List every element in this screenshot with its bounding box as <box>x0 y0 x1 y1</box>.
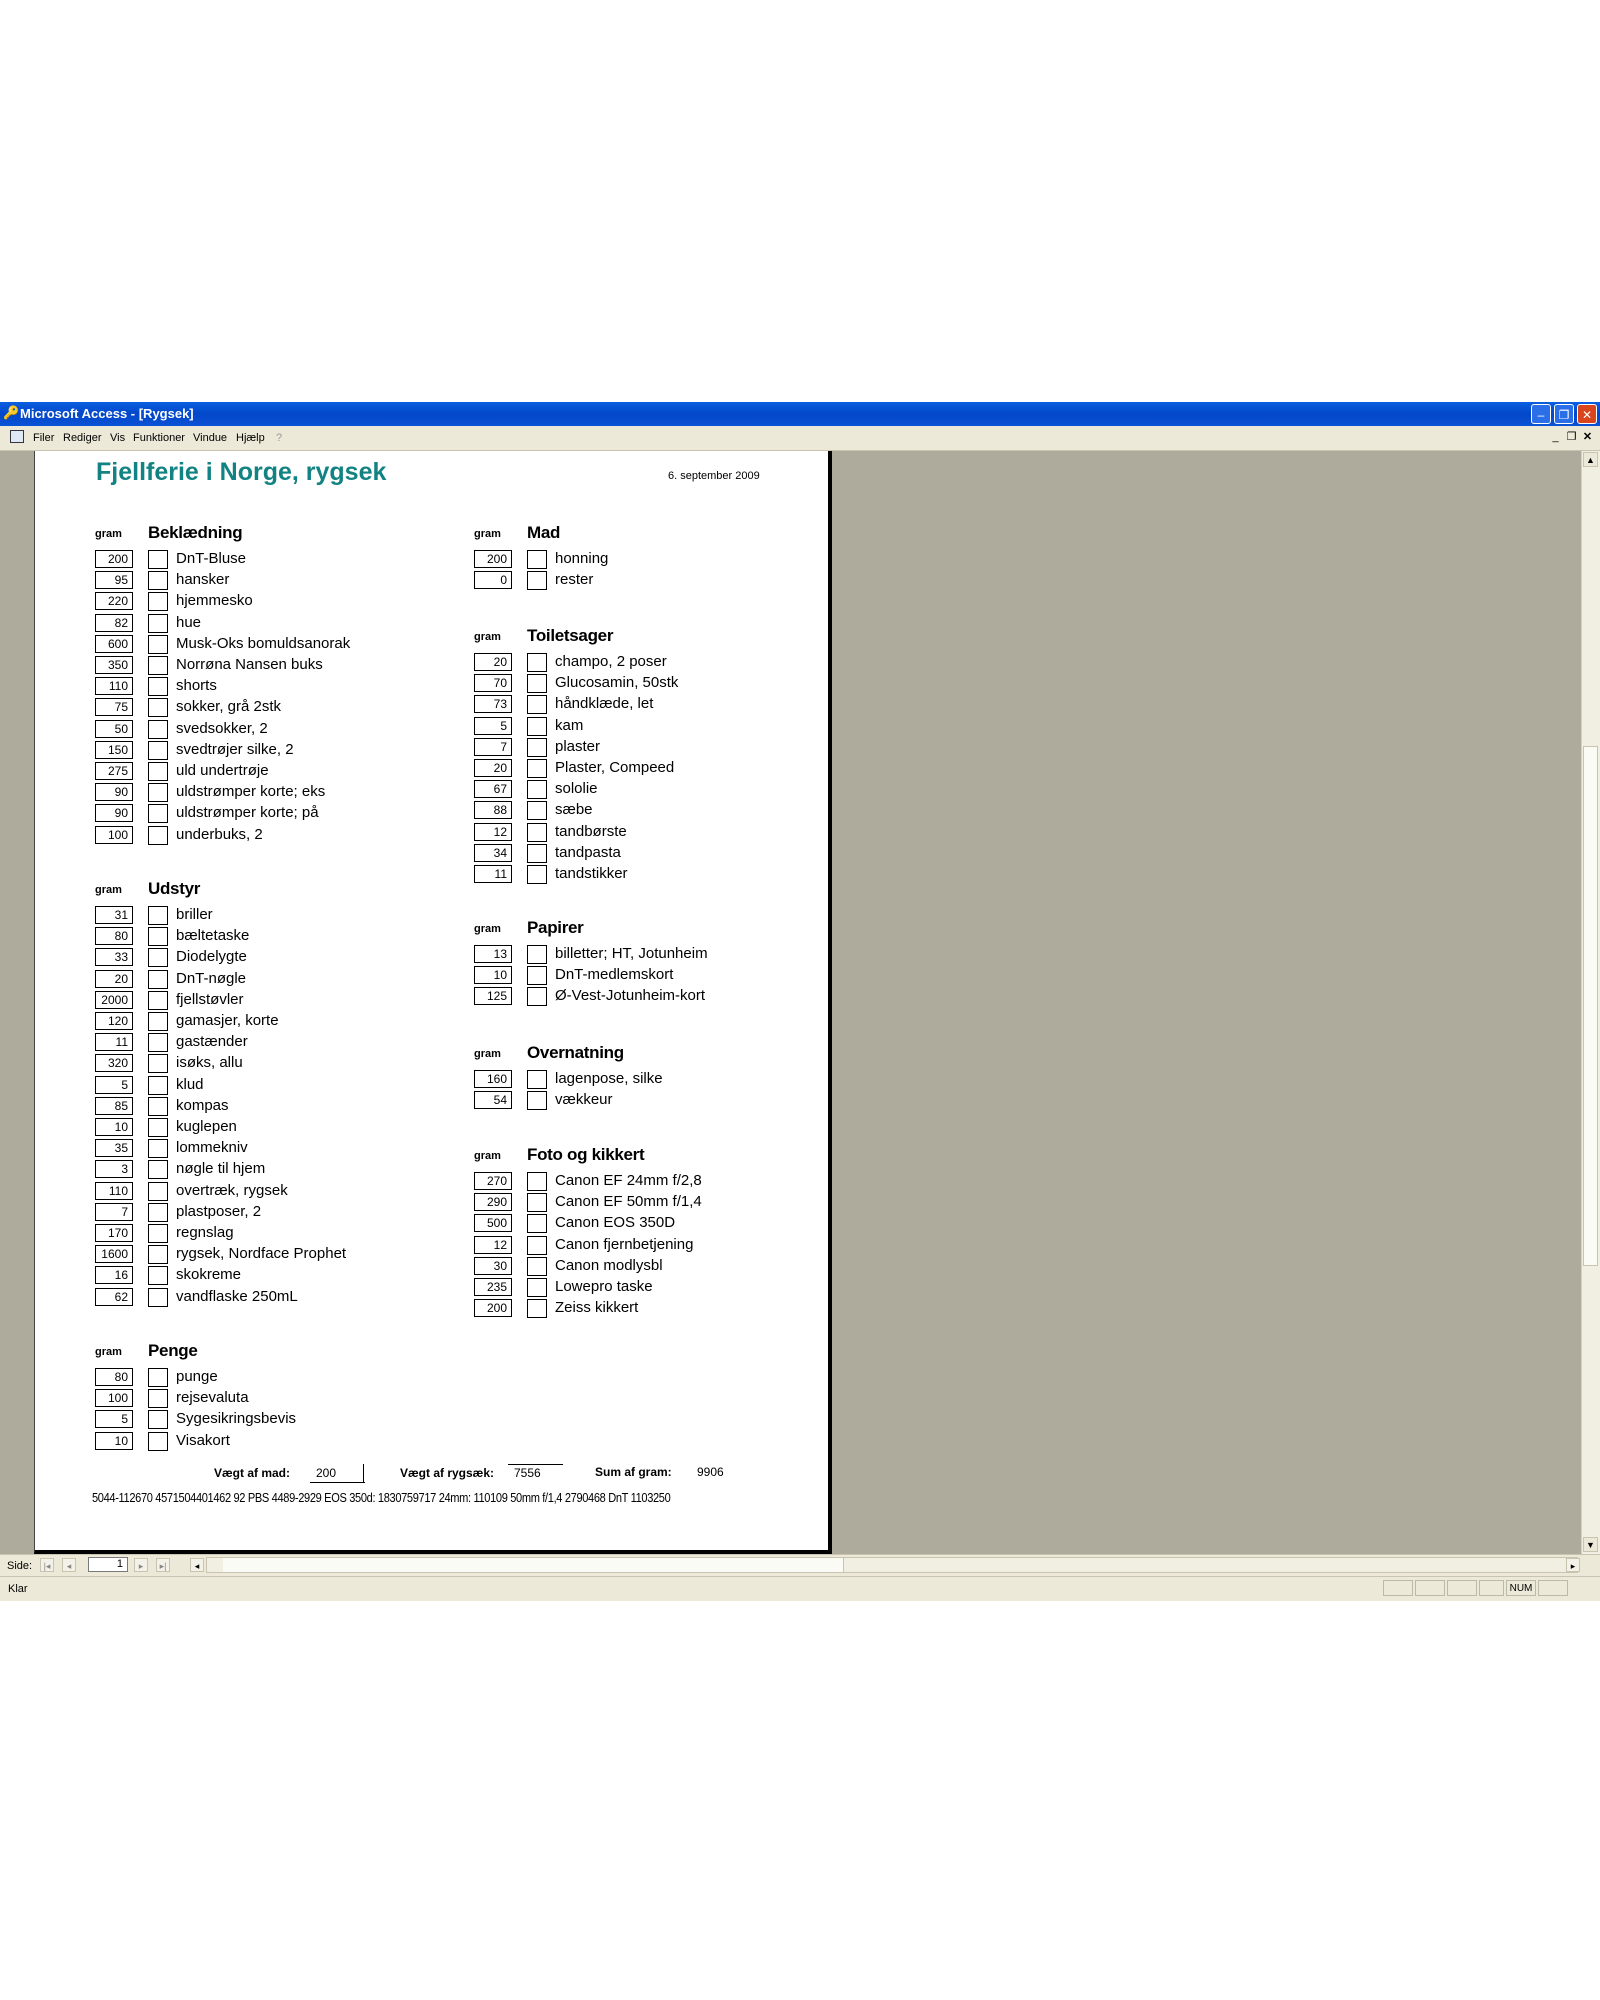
item-checkbox[interactable] <box>148 1203 168 1222</box>
item-name: Canon fjernbetjening <box>555 1235 694 1253</box>
gram-label: gram <box>95 1346 122 1358</box>
item-weight: 1600 <box>95 1245 133 1263</box>
item-name: Glucosamin, 50stk <box>555 674 679 692</box>
item-name: shorts <box>176 677 217 695</box>
item-name: kam <box>555 716 584 734</box>
item-weight: 350 <box>95 656 133 674</box>
item-checkbox[interactable] <box>527 1091 547 1110</box>
item-weight: 5 <box>95 1076 133 1094</box>
weight-food-underline <box>310 1482 365 1483</box>
item-name: svedsokker, 2 <box>176 719 268 737</box>
record-navigation-bar <box>0 1554 1600 1577</box>
item-checkbox[interactable] <box>148 656 168 675</box>
item-checkbox[interactable] <box>527 1257 547 1276</box>
item-checkbox[interactable] <box>527 801 547 820</box>
item-weight: 75 <box>95 698 133 716</box>
menu-filer[interactable]: Filer <box>33 432 55 444</box>
weight-food-label: Vægt af mad: <box>214 1466 291 1480</box>
sum-gram-value: 9906 <box>697 1465 724 1479</box>
item-name: Zeiss kikkert <box>555 1299 639 1317</box>
section-title: Toiletsager <box>527 626 614 645</box>
item-weight: 120 <box>95 1012 133 1030</box>
item-name: bæltetaske <box>176 927 250 945</box>
item-name: vækkeur <box>555 1091 613 1109</box>
item-weight: 170 <box>95 1224 133 1242</box>
item-weight: 50 <box>95 720 133 738</box>
item-name: rester <box>555 571 594 589</box>
item-name: Visakort <box>176 1431 230 1449</box>
item-name: plaster <box>555 737 601 755</box>
gram-label: gram <box>95 528 122 540</box>
item-checkbox[interactable] <box>527 674 547 693</box>
item-name: briller <box>176 906 213 923</box>
gram-label: gram <box>95 884 122 896</box>
item-checkbox[interactable] <box>148 970 168 989</box>
item-weight: 200 <box>474 1299 512 1317</box>
item-name: DnT-nøgle <box>176 969 247 987</box>
report-date: 6. september 2009 <box>668 470 760 482</box>
item-checkbox[interactable] <box>148 804 168 823</box>
item-checkbox[interactable] <box>148 783 168 802</box>
item-checkbox[interactable] <box>527 945 547 964</box>
gram-label: gram <box>474 528 501 540</box>
item-name: uld undertrøje <box>176 762 269 779</box>
item-weight: 33 <box>95 948 133 966</box>
item-checkbox[interactable] <box>527 695 547 714</box>
item-name: billetter; HT, Jotunheim <box>555 945 708 962</box>
item-checkbox[interactable] <box>148 1118 168 1137</box>
item-checkbox[interactable] <box>148 1288 168 1307</box>
item-checkbox[interactable] <box>527 1070 547 1089</box>
item-name: hansker <box>176 571 230 589</box>
item-checkbox[interactable] <box>527 865 547 884</box>
item-weight: 67 <box>474 780 512 798</box>
item-checkbox[interactable] <box>527 1172 547 1191</box>
item-checkbox[interactable] <box>148 826 168 845</box>
item-weight: 200 <box>474 550 512 568</box>
item-weight: 70 <box>474 674 512 692</box>
item-checkbox[interactable] <box>148 741 168 760</box>
item-name: Canon EF 24mm f/2,8 <box>555 1172 702 1189</box>
item-checkbox[interactable] <box>148 720 168 739</box>
item-checkbox[interactable] <box>148 1139 168 1158</box>
item-checkbox[interactable] <box>527 550 547 569</box>
item-weight: 600 <box>95 635 133 653</box>
item-checkbox[interactable] <box>148 1368 168 1387</box>
item-checkbox[interactable] <box>148 1054 168 1073</box>
item-checkbox[interactable] <box>148 1432 168 1451</box>
window-title: Microsoft Access - [Rygsek] <box>20 406 194 421</box>
item-weight: 95 <box>95 571 133 589</box>
item-name: uldstrømper korte; på <box>176 804 319 822</box>
item-name: Diodelygte <box>176 948 247 966</box>
menu-rediger[interactable]: Rediger <box>63 432 102 444</box>
item-name: Canon modlysbl <box>555 1256 663 1274</box>
title-bar <box>0 402 1600 426</box>
item-weight: 150 <box>95 741 133 759</box>
item-weight: 12 <box>474 1236 512 1254</box>
item-name: Canon EOS 350D <box>555 1214 676 1232</box>
menu-vindue[interactable]: Vindue <box>193 432 228 444</box>
item-checkbox[interactable] <box>527 780 547 799</box>
item-checkbox[interactable] <box>148 592 168 611</box>
horizontal-scrollbar[interactable] <box>206 1557 1578 1573</box>
sum-gram-label: Sum af gram: <box>595 1465 672 1479</box>
item-weight: 12 <box>474 823 512 841</box>
item-name: hjemmesko <box>176 592 253 610</box>
item-weight: 31 <box>95 906 133 924</box>
item-name: underbuks, 2 <box>176 825 263 843</box>
help-question-icon[interactable]: ? <box>276 432 283 444</box>
item-weight: 110 <box>95 1182 133 1200</box>
section-title: Foto og kikkert <box>527 1145 645 1164</box>
prev-page-icon[interactable]: ◂ <box>62 1558 76 1572</box>
scroll-right-icon[interactable]: ▸ <box>1566 1558 1580 1572</box>
item-name: vandflaske 250mL <box>176 1287 298 1305</box>
section-title: Mad <box>527 523 561 542</box>
item-checkbox[interactable] <box>148 1245 168 1264</box>
menu-hjaelp[interactable]: Hjælp <box>236 432 265 444</box>
restore-button[interactable]: ❐ <box>1554 404 1574 424</box>
item-name: Plaster, Compeed <box>555 759 675 776</box>
status-cell <box>1447 1580 1477 1596</box>
item-weight: 16 <box>95 1266 133 1284</box>
item-checkbox[interactable] <box>148 906 168 925</box>
item-checkbox[interactable] <box>527 717 547 736</box>
item-weight: 125 <box>474 987 512 1005</box>
item-weight: 10 <box>474 966 512 984</box>
item-name: rejsevaluta <box>176 1389 249 1407</box>
num-lock-indicator: NUM <box>1506 1580 1536 1596</box>
item-checkbox[interactable] <box>148 1160 168 1179</box>
item-weight: 73 <box>474 695 512 713</box>
item-name: Sygesikringsbevis <box>176 1410 297 1428</box>
item-name: hue <box>176 613 202 631</box>
item-name: kompas <box>176 1096 229 1114</box>
item-name: svedtrøjer silke, 2 <box>176 740 294 758</box>
item-weight: 80 <box>95 927 133 945</box>
gram-label: gram <box>474 631 501 643</box>
item-weight: 0 <box>474 571 512 589</box>
item-weight: 270 <box>474 1172 512 1190</box>
item-checkbox[interactable] <box>527 653 547 672</box>
item-name: skokreme <box>176 1266 242 1284</box>
item-checkbox[interactable] <box>148 1076 168 1095</box>
section-title: Penge <box>148 1341 198 1360</box>
item-weight: 11 <box>474 865 512 883</box>
doc-restore-button[interactable]: ❐ <box>1566 431 1577 443</box>
item-checkbox[interactable] <box>527 1193 547 1212</box>
item-name: DnT-medlemskort <box>555 966 674 984</box>
weight-pack-overline <box>508 1464 563 1465</box>
item-weight: 275 <box>95 762 133 780</box>
item-name: rygsek, Nordface Prophet <box>176 1245 347 1263</box>
item-weight: 5 <box>474 717 512 735</box>
item-checkbox[interactable] <box>148 677 168 696</box>
item-name: sololie <box>555 780 598 798</box>
item-name: lagenpose, silke <box>555 1070 663 1087</box>
item-name: fjellstøvler <box>176 990 244 1008</box>
item-weight: 35 <box>95 1139 133 1157</box>
doc-minimize-button[interactable]: _ <box>1552 431 1559 443</box>
report-footer-numbers: 5044-112670 4571504401462 92 PBS 4489-2929 EOS 350d: 1830759717 24mm: 110109 50mm f/1,4 2790468 DnT 1103250 <box>92 1490 671 1505</box>
item-checkbox[interactable] <box>148 762 168 781</box>
item-checkbox[interactable] <box>527 738 547 757</box>
item-name: uldstrømper korte; eks <box>176 783 326 801</box>
vertical-scrollbar[interactable] <box>1581 451 1600 1554</box>
item-checkbox[interactable] <box>527 1299 547 1318</box>
item-name: Ø-Vest-Jotunheim-kort <box>555 987 706 1005</box>
item-checkbox[interactable] <box>148 1097 168 1116</box>
item-weight: 20 <box>474 653 512 671</box>
item-name: lommekniv <box>176 1139 248 1157</box>
menu-bar <box>0 426 1600 451</box>
scroll-left-icon[interactable]: ◂ <box>190 1558 204 1572</box>
doc-close-button[interactable]: ✕ <box>1582 431 1593 443</box>
section-title: Papirer <box>527 918 584 937</box>
section-title: Overnatning <box>527 1043 624 1062</box>
item-weight: 11 <box>95 1033 133 1051</box>
item-weight: 30 <box>474 1257 512 1275</box>
item-checkbox[interactable] <box>148 635 168 654</box>
item-checkbox[interactable] <box>527 759 547 778</box>
item-name: tandstikker <box>555 865 628 882</box>
item-checkbox[interactable] <box>148 1033 168 1052</box>
status-bar <box>0 1576 1600 1601</box>
scroll-up-icon[interactable]: ▲ <box>1583 452 1598 467</box>
item-checkbox[interactable] <box>148 698 168 717</box>
item-checkbox[interactable] <box>148 1266 168 1285</box>
item-name: DnT-Bluse <box>176 550 247 567</box>
item-checkbox[interactable] <box>148 571 168 590</box>
item-weight: 110 <box>95 677 133 695</box>
item-weight: 220 <box>95 592 133 610</box>
access-key-icon: 🔑 <box>3 405 20 420</box>
item-checkbox[interactable] <box>148 948 168 967</box>
item-weight: 80 <box>95 1368 133 1386</box>
item-weight: 200 <box>95 550 133 568</box>
item-weight: 90 <box>95 783 133 801</box>
item-checkbox[interactable] <box>148 1012 168 1031</box>
item-checkbox[interactable] <box>527 844 547 863</box>
item-weight: 235 <box>474 1278 512 1296</box>
item-checkbox[interactable] <box>148 614 168 633</box>
item-checkbox[interactable] <box>527 987 547 1006</box>
item-name: Norrøna Nansen buks <box>176 656 323 673</box>
status-cell <box>1479 1580 1504 1596</box>
item-checkbox[interactable] <box>148 927 168 946</box>
item-checkbox[interactable] <box>527 1214 547 1233</box>
item-weight: 62 <box>95 1288 133 1306</box>
item-weight: 82 <box>95 614 133 632</box>
item-weight: 2000 <box>95 991 133 1009</box>
next-page-icon[interactable]: ▸ <box>134 1558 148 1572</box>
item-checkbox[interactable] <box>527 1278 547 1297</box>
item-weight: 90 <box>95 804 133 822</box>
item-weight: 85 <box>95 1097 133 1115</box>
item-name: gastænder <box>176 1033 248 1051</box>
weight-pack-value: 7556 <box>514 1466 541 1480</box>
item-checkbox[interactable] <box>527 966 547 985</box>
item-checkbox[interactable] <box>148 1389 168 1408</box>
section-title: Beklædning <box>148 523 243 542</box>
page-nav-label: Side: <box>7 1560 33 1572</box>
weight-food-value: 200 <box>316 1466 337 1480</box>
item-weight: 13 <box>474 945 512 963</box>
item-weight: 100 <box>95 1389 133 1407</box>
item-weight: 88 <box>474 801 512 819</box>
item-weight: 160 <box>474 1070 512 1088</box>
gram-label: gram <box>474 923 501 935</box>
item-checkbox[interactable] <box>527 571 547 590</box>
item-checkbox[interactable] <box>148 1224 168 1243</box>
menu-vis[interactable]: Vis <box>110 432 126 444</box>
vertical-scroll-thumb[interactable] <box>1583 746 1598 1266</box>
item-name: nøgle til hjem <box>176 1160 266 1178</box>
horizontal-scroll-thumb[interactable] <box>223 1558 844 1572</box>
item-weight: 54 <box>474 1091 512 1109</box>
status-cell <box>1383 1580 1413 1596</box>
report-icon[interactable] <box>10 430 24 443</box>
item-weight: 34 <box>474 844 512 862</box>
section-title: Udstyr <box>148 879 201 898</box>
item-name: sæbe <box>555 801 593 819</box>
scroll-down-icon[interactable]: ▼ <box>1583 1537 1598 1552</box>
report-title: Fjellferie i Norge, rygsek <box>96 458 387 486</box>
last-page-icon[interactable]: ▸| <box>156 1558 170 1572</box>
item-name: håndklæde, let <box>555 695 654 713</box>
item-name: gamasjer, korte <box>176 1012 279 1029</box>
item-weight: 5 <box>95 1410 133 1428</box>
status-cell <box>1415 1580 1445 1596</box>
item-weight: 7 <box>95 1203 133 1221</box>
item-checkbox[interactable] <box>527 823 547 842</box>
page-number-input[interactable]: 1 <box>88 1557 128 1572</box>
item-weight: 290 <box>474 1193 512 1211</box>
item-weight: 100 <box>95 826 133 844</box>
item-name: champo, 2 poser <box>555 653 667 670</box>
first-page-icon[interactable]: |◂ <box>40 1558 54 1572</box>
item-name: honning <box>555 550 609 567</box>
item-name: tandpasta <box>555 843 621 861</box>
item-checkbox[interactable] <box>148 1182 168 1201</box>
item-name: overtræk, rygsek <box>176 1181 288 1199</box>
item-name: kuglepen <box>176 1118 237 1135</box>
item-name: regnslag <box>176 1224 234 1241</box>
item-name: Lowepro taske <box>555 1278 653 1295</box>
status-text: Klar <box>8 1583 28 1595</box>
item-weight: 320 <box>95 1054 133 1072</box>
item-name: Canon EF 50mm f/1,4 <box>555 1193 702 1211</box>
item-weight: 10 <box>95 1118 133 1136</box>
item-checkbox[interactable] <box>148 1410 168 1429</box>
item-name: sokker, grå 2stk <box>176 698 282 716</box>
item-weight: 500 <box>474 1214 512 1232</box>
item-name: klud <box>176 1075 204 1093</box>
item-name: tandbørste <box>555 822 627 840</box>
close-button[interactable]: ✕ <box>1577 404 1597 424</box>
item-name: Musk-Oks bomuldsanorak <box>176 634 351 652</box>
item-weight: 7 <box>474 738 512 756</box>
item-weight: 20 <box>474 759 512 777</box>
item-checkbox[interactable] <box>148 991 168 1010</box>
weight-pack-label: Vægt af rygsæk: <box>400 1466 495 1480</box>
item-name: plastposer, 2 <box>176 1202 262 1220</box>
item-weight: 10 <box>95 1432 133 1450</box>
item-name: isøks, allu <box>176 1054 243 1072</box>
gram-label: gram <box>474 1048 501 1060</box>
gram-label: gram <box>474 1150 501 1162</box>
minimize-button[interactable]: – <box>1531 404 1551 424</box>
item-weight: 3 <box>95 1160 133 1178</box>
menu-funktioner[interactable]: Funktioner <box>133 432 185 444</box>
weight-food-box-edge <box>363 1464 364 1482</box>
item-weight: 20 <box>95 970 133 988</box>
status-cell <box>1538 1580 1568 1596</box>
item-checkbox[interactable] <box>148 550 168 569</box>
item-checkbox[interactable] <box>527 1236 547 1255</box>
item-name: punge <box>176 1368 218 1385</box>
